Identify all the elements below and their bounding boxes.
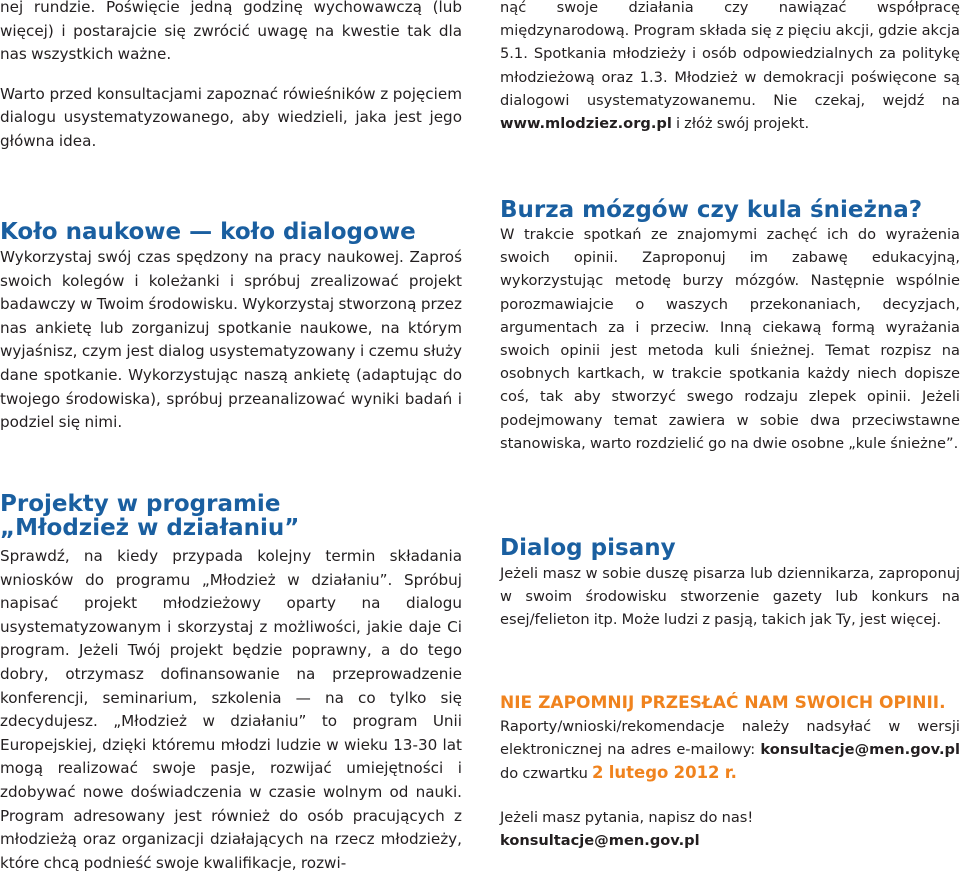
projekty-heading-line-1: Projekty w programie xyxy=(0,491,281,517)
mlodziez-link[interactable]: www.mlodziez.org.pl xyxy=(500,115,672,133)
burza-heading: Burza mózgów czy kula śnieżna? xyxy=(500,197,923,223)
continuation-paragraph xyxy=(500,0,960,135)
email-link[interactable]: konsultacje@men.gov.pl xyxy=(760,741,960,759)
continuation-text-2: i złóż swój projekt. xyxy=(671,115,810,133)
reminder-heading: NIE ZAPOMNIJ PRZESŁAĆ NAM SWOICH OPINII. xyxy=(500,693,946,713)
dialog-heading: Dialog pisany xyxy=(500,535,676,561)
deadline-date: 2 lutego 2012 r. xyxy=(592,763,737,783)
projekty-section xyxy=(0,492,462,875)
dialog-section xyxy=(500,536,960,632)
kolo-body: Wykorzystaj swój czas spędzony na pracy naukowej. Zaproś swoich kolegów i koleżanki i spróbuj zrealizować projekt badawczy w Twoim środowisku. Wykorzystaj stworzoną przez nas ankietę lub zorganizuj spotkanie naukowe, na którym wyjaśnisz, czym jest dialog usystematyzowany i czemu służy dane spotkanie. Wykorzystując naszą ankietę (adaptując do twojego środowiska), spróbuj przeanalizować wyniki badań i podziel się nimi. xyxy=(0,248,462,432)
continuation-text-1: nąć swoje działania czy nawiązać współpracę międzynarodową. Program składa się z pięciu akcji, gdzie akcja 5.1. Spotkania młodzieży i osób odpowiedzialnych za politykę młodzieżową oraz 1.3. Młodzież w demokracji poświęcone są dialogowi usystematyzowanemu. Nie czekaj, wejdź na xyxy=(500,0,960,109)
intro-section xyxy=(0,0,462,154)
contact-email-link[interactable]: konsultacje@men.gov.pl xyxy=(500,831,700,849)
burza-body: W trakcie spotkań ze znajomymi zachęć ich do wyrażenia swoich opinii. Zaproponuj im zabawę edukacyjną, wykorzystując metodę burzy mózgów. Następnie wspólnie porozmawiajcie o waszych przekonaniach, decyzjach, argumentach za i przeciw. Inną ciekawą formą wyrażania swoich opinii jest metoda kuli śnieżnej. Temat rozpisz na osobnych kartkach, w trakcie spotkania każdy niech dopisze coś, tak aby stworzyć swego rodzaju zlepek opinii. Jeżeli podejmowany temat zawiera w sobie dwa przeciwstawne stanowiska, warto rozdzielić go na dwie osobne „kule śnieżne”. xyxy=(500,226,960,452)
intro-paragraph-1: nej rundzie. Poświęcie jedną godzinę wychowawczą (lub więcej) i postarajcie się zwrócić uwagę na kwestie tak dla nas wszystkich ważne. xyxy=(0,0,462,64)
kolo-heading: Koło naukowe — koło dialogowe xyxy=(0,219,416,245)
projekty-heading-line-2: „Młodzież w działaniu” xyxy=(0,515,300,541)
dialog-body: Jeżeli masz w sobie duszę pisarza lub dziennikarza, zaproponuj w swoim środowisku stworzenie gazety lub konkurs na esej/felieton itp. Może ludzi z pasją, takich jak Ty, jest więcej. xyxy=(500,565,960,629)
burza-section xyxy=(500,198,960,455)
kolo-section xyxy=(0,220,462,435)
projekty-body: Sprawdź, na kiedy przypada kolejny termin składania wniosków do programu „Młodzież w działaniu”. Spróbuj napisać projekt młodzieżowy oparty na dialogu usystematyzowanym i skorzystaj z możliwości, jakie daje Ci program. Jeżeli Twój projekt będzie poprawny, a do tego dobry, otrzymasz dofinansowanie na przeprowadzenie konferencji, seminarium, szkolenia — na co tylko się zdecydujesz. „Młodzież w działaniu” to program Unii Europejskiej, dzięki któremu młodzi ludzie w wieku 13-30 lat mogą realizować swoje pasje, rozwijać umiejętności i zdobywać nowe doświadczenia w czasie wolnym od nauki. Program adresowany jest również do osób pracujących z młodzieżą oraz organizacji działających na rzecz młodzieży, które chcą podnieść swoje kwalifikacje, rozwi- xyxy=(0,547,462,872)
reminder-text-2: do czwartku xyxy=(500,765,593,783)
reminder-section xyxy=(500,692,960,852)
reminder-text-1: Raporty/wnioski/rekomendacje należy nadsyłać w wersji elektronicznej na adres e-mailowy: xyxy=(500,718,960,759)
intro-paragraph-2: Warto przed konsultacjami zapoznać rówieśników z pojęciem dialogu usystematyzowanego, aby wiedzieli, jaka jest jego główna idea. xyxy=(0,84,462,150)
reminder-paragraph xyxy=(500,715,960,786)
contact-text: Jeżeli masz pytania, napisz do nas! xyxy=(500,808,754,826)
continuation-section xyxy=(500,0,960,135)
